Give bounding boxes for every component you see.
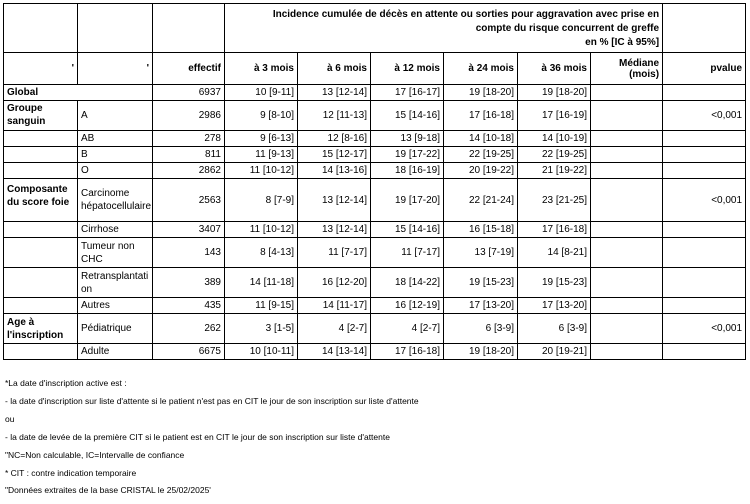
footnote: * CIT : contre indication temporaire (5, 467, 137, 478)
cell-median (591, 222, 663, 238)
table-row (4, 179, 746, 222)
table-title-line: Incidence cumulée de décès en attente ou sorties pour aggravation avec prise en (272, 8, 660, 20)
cell-median (591, 268, 663, 298)
cell-effectif: 435 (153, 298, 225, 314)
cell-12-months: 16 [12-19] (371, 298, 444, 314)
cell-3-months: 10 [10-11] (225, 344, 298, 360)
cell-24-months: 22 [19-25] (444, 147, 518, 163)
cell-12-months: 19 [17-22] (371, 147, 444, 163)
column-header-3-months: à 3 mois (225, 53, 298, 85)
cell-effectif: 2563 (153, 179, 225, 222)
footnotes (5, 375, 419, 500)
cell-24-months: 17 [16-18] (444, 101, 518, 131)
column-header-blank: ' (78, 53, 153, 85)
cell-3-months: 11 [10-12] (225, 222, 298, 238)
cell-6-months: 14 [11-17] (298, 298, 371, 314)
row-subgroup-label: O (78, 163, 153, 179)
cell-36-months: 6 [3-9] (518, 314, 591, 344)
cell-effectif: 262 (153, 314, 225, 344)
table-row (4, 222, 746, 238)
cell-3-months: 8 [4-13] (225, 238, 298, 268)
cell-3-months: 11 [9-15] (225, 298, 298, 314)
row-subgroup-label: Autres (78, 298, 153, 314)
cell-12-months: 18 [16-19] (371, 163, 444, 179)
cell-6-months: 12 [8-16] (298, 131, 371, 147)
cell-12-months: 11 [7-17] (371, 238, 444, 268)
table-row (4, 314, 746, 344)
row-group-label: Groupe sanguin (4, 101, 78, 131)
cell-12-months: 18 [14-22] (371, 268, 444, 298)
cell-6-months: 13 [12-14] (298, 85, 371, 101)
cell-effectif: 6675 (153, 344, 225, 360)
column-header-36-months: à 36 mois (518, 53, 591, 85)
cell-12-months: 19 [17-20] (371, 179, 444, 222)
cell-6-months: 14 [13-16] (298, 163, 371, 179)
cell-pvalue (663, 298, 746, 314)
row-group-label (4, 222, 78, 238)
cell-3-months: 14 [11-18] (225, 268, 298, 298)
footnote: - la date de levée de la première CIT si le patient est en CIT le jour de son inscription sur liste d'attente (5, 431, 390, 442)
table-row (4, 131, 746, 147)
cell-24-months: 19 [15-23] (444, 268, 518, 298)
table-title (225, 4, 663, 53)
cell-36-months: 14 [10-19] (518, 131, 591, 147)
footnote: "Données extraites de la base CRISTAL le 25/02/2025' (5, 485, 211, 496)
column-header-6-months: à 6 mois (298, 53, 371, 85)
cell-median (591, 147, 663, 163)
row-subgroup-label: Adulte (78, 344, 153, 360)
column-header-pvalue: pvalue (663, 53, 746, 85)
cell-median (591, 298, 663, 314)
cell-effectif: 143 (153, 238, 225, 268)
cell-3-months: 8 [7-9] (225, 179, 298, 222)
column-header-median-line: (mois) (629, 68, 660, 80)
row-group-label: Composante du score foie (4, 179, 78, 222)
column-header-blank: ' (4, 53, 78, 85)
cell-36-months: 21 [19-22] (518, 163, 591, 179)
cell-median (591, 163, 663, 179)
cell-36-months: 23 [21-25] (518, 179, 591, 222)
footnote: ou (5, 413, 15, 424)
cell-36-months: 17 [16-18] (518, 222, 591, 238)
cell-36-months: 20 [19-21] (518, 344, 591, 360)
cell-median (591, 238, 663, 268)
table-title-line: en % [IC à 95%] (585, 36, 660, 48)
cell-6-months: 12 [11-13] (298, 101, 371, 131)
cell-12-months: 17 [16-17] (371, 85, 444, 101)
cell-effectif: 389 (153, 268, 225, 298)
row-group-label: Global (4, 85, 153, 101)
table-row (4, 147, 746, 163)
cell-effectif: 2986 (153, 101, 225, 131)
cell-pvalue (663, 85, 746, 101)
cell-12-months: 15 [14-16] (371, 222, 444, 238)
footnote: - la date d'inscription sur liste d'attente si le patient n'est pas en CIT le jour de son inscription sur liste d'attente (5, 395, 419, 406)
cell-36-months: 22 [19-25] (518, 147, 591, 163)
cell-pvalue (663, 147, 746, 163)
column-header-effectif: effectif (153, 53, 225, 85)
cell-pvalue (663, 131, 746, 147)
header-blank-cell (153, 4, 225, 53)
row-subgroup-label: Retransplantation (78, 268, 153, 298)
cell-pvalue (663, 222, 746, 238)
table-row (4, 163, 746, 179)
cell-pvalue (663, 344, 746, 360)
table-row (4, 85, 746, 101)
cell-6-months: 11 [7-17] (298, 238, 371, 268)
table-row (4, 238, 746, 268)
cell-6-months: 4 [2-7] (298, 314, 371, 344)
row-subgroup-label: Pédiatrique (78, 314, 153, 344)
column-header-24-months: à 24 mois (444, 53, 518, 85)
title-row (4, 4, 746, 53)
column-header-median-line: Médiane (619, 57, 660, 69)
row-group-label (4, 131, 78, 147)
cell-24-months: 6 [3-9] (444, 314, 518, 344)
row-group-label (4, 163, 78, 179)
cell-12-months: 4 [2-7] (371, 314, 444, 344)
cell-36-months: 17 [16-19] (518, 101, 591, 131)
cell-3-months: 11 [10-12] (225, 163, 298, 179)
cell-pvalue (663, 163, 746, 179)
cell-24-months: 20 [19-22] (444, 163, 518, 179)
cell-effectif: 811 (153, 147, 225, 163)
table-row (4, 101, 746, 131)
cell-pvalue: <0,001 (663, 101, 746, 131)
cell-pvalue (663, 268, 746, 298)
row-subgroup-label: AB (78, 131, 153, 147)
cell-24-months: 13 [7-19] (444, 238, 518, 268)
cell-36-months: 17 [13-20] (518, 298, 591, 314)
footnote: *La date d'inscription active est : (5, 378, 127, 388)
row-group-label: Age à l'inscription (4, 314, 78, 344)
cell-median (591, 179, 663, 222)
cell-3-months: 3 [1-5] (225, 314, 298, 344)
cell-24-months: 17 [13-20] (444, 298, 518, 314)
row-group-label (4, 268, 78, 298)
cell-pvalue: <0,001 (663, 314, 746, 344)
cell-median (591, 344, 663, 360)
row-subgroup-label: B (78, 147, 153, 163)
row-subgroup-label: Tumeur non CHC (78, 238, 153, 268)
cell-24-months: 22 [21-24] (444, 179, 518, 222)
row-subgroup-label: Cirrhose (78, 222, 153, 238)
row-subgroup-label: A (78, 101, 153, 131)
cell-36-months: 19 [15-23] (518, 268, 591, 298)
cell-6-months: 14 [13-14] (298, 344, 371, 360)
header-blank-cell (663, 4, 746, 53)
cell-pvalue (663, 238, 746, 268)
row-group-label (4, 147, 78, 163)
cell-pvalue: <0,001 (663, 179, 746, 222)
cell-3-months: 11 [9-13] (225, 147, 298, 163)
table-title-line: compte du risque concurrent de greffe (475, 22, 660, 34)
cell-12-months: 15 [14-16] (371, 101, 444, 131)
cell-effectif: 3407 (153, 222, 225, 238)
cell-effectif: 2862 (153, 163, 225, 179)
table-row (4, 268, 746, 298)
row-subgroup-label: Carcinome hépatocellulaire (78, 179, 153, 222)
cell-6-months: 15 [12-17] (298, 147, 371, 163)
cell-effectif: 278 (153, 131, 225, 147)
cell-24-months: 14 [10-18] (444, 131, 518, 147)
cell-median (591, 314, 663, 344)
cell-36-months: 14 [8-21] (518, 238, 591, 268)
row-group-label (4, 344, 78, 360)
header-blank-cell (78, 4, 153, 53)
cell-24-months: 16 [15-18] (444, 222, 518, 238)
cell-6-months: 13 [12-14] (298, 222, 371, 238)
column-header-median (591, 53, 663, 85)
cell-24-months: 19 [18-20] (444, 85, 518, 101)
cell-36-months: 19 [18-20] (518, 85, 591, 101)
cell-effectif: 6937 (153, 85, 225, 101)
header-blank-cell (4, 4, 78, 53)
cell-median (591, 85, 663, 101)
cell-12-months: 17 [16-18] (371, 344, 444, 360)
cell-median (591, 101, 663, 131)
incidence-table (3, 3, 746, 360)
row-group-label (4, 238, 78, 268)
cell-median (591, 131, 663, 147)
footnote: "NC=Non calculable, IC=Intervalle de confiance (5, 449, 185, 460)
table-row (4, 344, 746, 360)
table-row (4, 298, 746, 314)
cell-24-months: 19 [18-20] (444, 344, 518, 360)
cell-6-months: 16 [12-20] (298, 268, 371, 298)
row-group-label (4, 298, 78, 314)
cell-3-months: 9 [8-10] (225, 101, 298, 131)
column-header-12-months: à 12 mois (371, 53, 444, 85)
cell-12-months: 13 [9-18] (371, 131, 444, 147)
cell-3-months: 10 [9-11] (225, 85, 298, 101)
cell-6-months: 13 [12-14] (298, 179, 371, 222)
column-header-row (4, 53, 746, 85)
cell-3-months: 9 [6-13] (225, 131, 298, 147)
